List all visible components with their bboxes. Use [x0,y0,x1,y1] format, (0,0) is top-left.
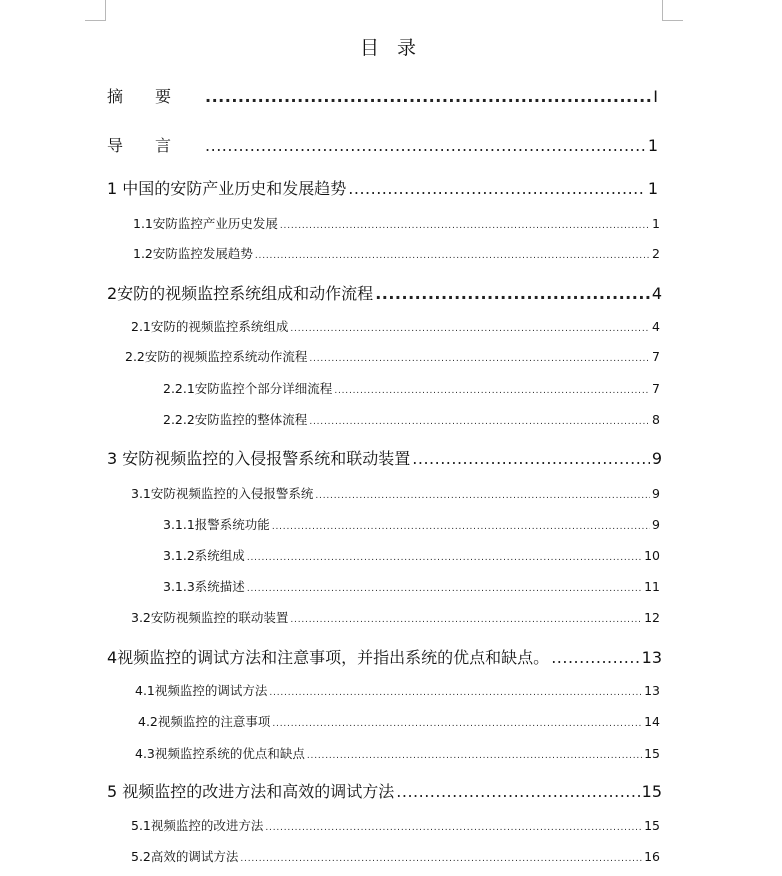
toc-leader [265,823,642,833]
toc-title: 目 录 [359,37,423,59]
toc-entry-text: 2.2.2安防监控的整体流程 [163,412,308,427]
toc-page-number: 10 [644,548,660,563]
toc-leader [396,782,639,801]
toc-entry-text: 3.1.1报警系统功能 [163,517,270,532]
toc-leader [247,584,642,594]
toc-leader [315,491,650,501]
toc-entry-text: 4.2视频监控的注意事项 [138,714,271,729]
toc-entry-text: 1 中国的安防产业历史和发展趋势 [107,179,347,198]
toc-entry[interactable] [107,281,662,304]
toc-leader [205,136,646,155]
toc-entry-text: 4视频监控的调试方法和注意事项，并指出系统的优点和缺点。 [107,648,550,667]
toc-entry[interactable] [163,410,660,428]
toc-leader [290,615,642,625]
toc-entry-text: 4.1视频监控的调试方法 [135,683,268,698]
toc-entry-text: 2.2安防的视频监控系统动作流程 [125,349,308,364]
toc-page-number: 12 [644,610,660,625]
toc-entry-text: 5.1视频监控的改进方法 [131,818,264,833]
toc-entry[interactable] [138,712,660,730]
toc-leader [348,179,646,198]
toc-page-number: 8 [652,412,660,427]
toc-entry-text: 1.1安防监控产业历史发展 [133,216,278,231]
toc-entry-text: 3.2安防视频监控的联动装置 [131,610,289,625]
toc-entry[interactable] [133,244,660,262]
toc-leader [247,553,642,563]
toc-entry[interactable] [163,577,660,595]
toc-page-number: 13 [644,683,660,698]
toc-entry[interactable] [131,816,660,834]
toc-leader [280,221,650,231]
toc-page-number: 7 [652,381,660,396]
toc-page-number: 9 [651,449,662,468]
toc-entry[interactable] [107,176,658,199]
toc-entry[interactable] [125,347,660,365]
toc-page-number: 4 [651,284,662,303]
toc-page-number: 11 [644,579,660,594]
toc-entry[interactable] [135,744,660,762]
toc-leader [205,87,651,106]
toc-leader [309,417,650,427]
toc-page-number: 16 [644,849,660,864]
toc-entry-text: 3.1安防视频监控的入侵报警系统 [131,486,314,501]
toc-entry-text: 2安防的视频监控系统组成和动作流程 [107,284,374,303]
toc-entry[interactable] [107,779,662,802]
toc-entry-text: 3.1.2系统组成 [163,548,245,563]
toc-leader [375,284,650,303]
toc-entry[interactable] [135,681,660,699]
toc-entry[interactable] [107,446,662,469]
toc-entry[interactable] [131,484,660,502]
toc-page-number: 15 [641,782,662,801]
toc-entry-text: 3.1.3系统描述 [163,579,245,594]
toc-entry[interactable] [163,515,660,533]
toc-page-number: 13 [641,648,662,667]
toc-page-number: I [653,87,658,106]
toc-leader [255,251,650,261]
toc-entry[interactable] [131,847,660,865]
toc-entry[interactable] [107,84,658,107]
toc-entry-text: 5 视频监控的改进方法和高效的调试方法 [107,782,395,801]
toc-page-number: 1 [647,136,658,155]
toc-leader [412,449,650,468]
toc-entry-text: 5.2高效的调试方法 [131,849,239,864]
toc-entry-text: 摘要 [107,87,204,106]
toc-entry[interactable] [163,379,660,397]
toc-entry[interactable] [133,214,660,232]
toc-leader [309,354,650,364]
toc-page-number: 9 [652,517,660,532]
toc-page-number: 15 [644,818,660,833]
page-corner-mark [85,0,106,21]
toc-leader [307,751,642,761]
toc-leader [272,522,650,532]
toc-leader [272,719,642,729]
toc-leader [551,648,639,667]
toc-page-number: 15 [644,746,660,761]
toc-entry-text: 1.2安防监控发展趋势 [133,246,253,261]
toc-page-number: 1 [647,179,658,198]
toc-entry[interactable] [131,317,660,335]
toc-entry[interactable] [107,133,658,156]
toc-page-number: 2 [652,246,660,261]
toc-page-number: 9 [652,486,660,501]
toc-entry-text: 2.1安防的视频监控系统组成 [131,319,289,334]
toc-entry-text: 2.2.1安防监控个部分详细流程 [163,381,333,396]
toc-page-number: 14 [644,714,660,729]
toc-leader [290,324,650,334]
page-corner-mark [662,0,683,21]
toc-entry[interactable] [131,608,660,626]
toc-entry-text: 4.3视频监控系统的优点和缺点 [135,746,305,761]
toc-page-number: 7 [652,349,660,364]
toc-entry-text: 3 安防视频监控的入侵报警系统和联动装置 [107,449,411,468]
toc-page-number: 1 [652,216,660,231]
toc-entry[interactable] [107,645,662,668]
toc-entry-text: 导言 [107,136,204,155]
toc-leader [240,854,642,864]
toc-entry[interactable] [163,546,660,564]
toc-page-number: 4 [652,319,660,334]
toc-leader [269,688,642,698]
toc-leader [334,386,650,396]
